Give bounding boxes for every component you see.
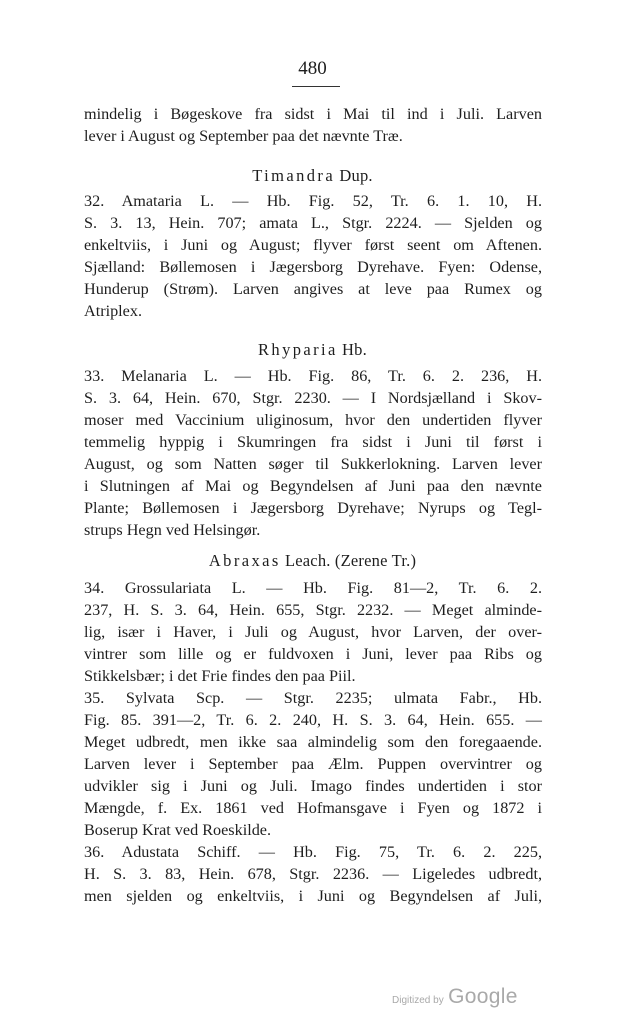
text-line: Stikkelsbær; i det Frie findes den paa Piil.	[84, 667, 356, 685]
text-line: strups Hegn ved Helsingør.	[84, 521, 261, 539]
text-line: Larven lever i September paa Ælm. Puppen overvintrer og	[84, 755, 542, 773]
text-line: Sjælland: Bøllemosen i Jægersborg Dyrehave. Fyen: Odense,	[84, 258, 542, 276]
genus-author: Leach. (Zerene Tr.)	[284, 551, 417, 570]
page-number: 480	[298, 58, 327, 79]
text-line: temmelig hyppig i Skumringen fra sidst i Juni til først i	[84, 433, 542, 451]
text-line: August, og som Natten søger til Sukkerlokning. Larven lever	[84, 455, 542, 473]
section-heading-abraxas	[0, 550, 625, 572]
text-line: mindelig i Bøgeskove fra sidst i Mai til ind i Juli. Larven	[84, 105, 542, 123]
section-heading-rhyparia	[0, 339, 625, 361]
genus-author: Hb.	[342, 340, 367, 359]
page-number-rule	[292, 86, 340, 87]
text-line: 34. Grossulariata L. — Hb. Fig. 81—2, Tr. 6. 2.	[84, 579, 542, 597]
text-line: 33. Melanaria L. — Hb. Fig. 86, Tr. 6. 2. 236, H.	[84, 367, 542, 385]
text-line: 35. Sylvata Scp. — Stgr. 2235; ulmata Fabr., Hb.	[84, 689, 542, 707]
text-line: Atriplex.	[84, 302, 142, 320]
genus-author: Dup.	[339, 166, 373, 185]
text-line: 237, H. S. 3. 64, Hein. 655, Stgr. 2232. — Meget alminde-	[84, 601, 542, 619]
text-line: udvikler sig i Juni og Juli. Imago findes undertiden i stor	[84, 777, 542, 795]
text-line: S. 3. 13, Hein. 707; amata L., Stgr. 2224. — Sjelden og	[84, 214, 542, 232]
watermark	[392, 985, 518, 1009]
text-line: 36. Adustata Schiff. — Hb. Fig. 75, Tr. 6. 2. 225,	[84, 843, 542, 861]
text-line: Boserup Krat ved Roeskilde.	[84, 821, 272, 839]
text-line: H. S. 3. 83, Hein. 678, Stgr. 2236. — Ligeledes udbredt,	[84, 865, 542, 883]
text-line: Hunderup (Strøm). Larven angives at leve paa Rumex og	[84, 280, 542, 298]
section-heading-timandra	[0, 165, 625, 187]
genus-name: Rhyparia	[258, 340, 338, 359]
text-line: moser med Vaccinium uliginosum, hvor den undertiden flyver	[84, 411, 542, 429]
text-line: enkeltviis, i Juni og August; flyver først seent om Aftenen.	[84, 236, 542, 254]
text-line: Fig. 85. 391—2, Tr. 6. 2. 240, H. S. 3. 64, Hein. 655. —	[84, 711, 542, 729]
text-line: Meget udbredt, men ikke saa almindelig som den foregaaende.	[84, 733, 542, 751]
genus-name: Abraxas	[208, 551, 281, 570]
text-line: S. 3. 64, Hein. 670, Stgr. 2230. — I Nordsjælland i Skov-	[84, 389, 542, 407]
genus-name: Timandra	[252, 166, 336, 185]
text-line: lig, især i Haver, i Juli og August, hvor Larven, der over-	[84, 623, 542, 641]
text-line: i Slutningen af Mai og Begyndelsen af Juni paa den nævnte	[84, 477, 542, 495]
text-line: Mængde, f. Ex. 1861 ved Hofmansgave i Fyen og 1872 i	[84, 799, 542, 817]
text-line: men sjelden og enkeltviis, i Juni og Begyndelsen af Juli,	[84, 887, 542, 905]
text-line: Plante; Bøllemosen i Jægersborg Dyrehave; Nyrups og Tegl-	[84, 499, 542, 517]
watermark-brand: Google	[448, 985, 518, 1008]
text-line: 32. Amataria L. — Hb. Fig. 52, Tr. 6. 1. 10, H.	[84, 192, 542, 210]
text-line: vintrer som lille og er fuldvoxen i Juni, lever paa Ribs og	[84, 645, 542, 663]
watermark-prefix: Digitized by	[392, 995, 444, 1006]
text-line: lever i August og September paa det nævnte Træ.	[84, 127, 403, 145]
